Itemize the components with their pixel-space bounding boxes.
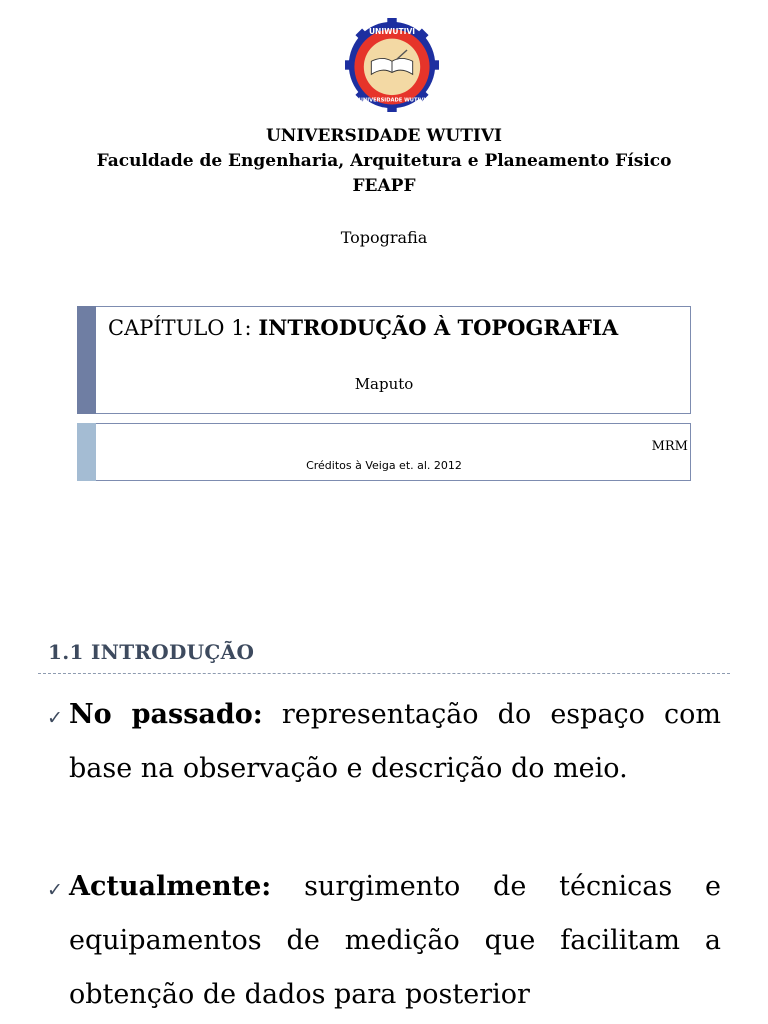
chapter-heading bbox=[108, 315, 618, 340]
chapter-box-accent bbox=[77, 306, 96, 414]
chapter-box bbox=[77, 306, 691, 414]
chapter-title: INTRODUÇÃO À TOPOGRAFIA bbox=[258, 315, 619, 340]
faculty-name: Faculdade de Engenharia, Arquitetura e Planeamento Físico bbox=[96, 151, 672, 171]
section-title: 1.1 INTRODUÇÃO bbox=[48, 640, 255, 664]
credits-box-accent bbox=[77, 423, 96, 481]
author-initials: MRM bbox=[651, 439, 688, 454]
check-icon: ✓ bbox=[47, 879, 63, 901]
course-name: Topografia bbox=[340, 228, 428, 247]
credits-box bbox=[77, 423, 691, 481]
chapter-prefix: CAPÍTULO 1: bbox=[108, 316, 259, 340]
faculty-abbrev: FEAPF bbox=[352, 176, 416, 196]
city: Maputo bbox=[354, 375, 414, 393]
bullet-lead: No passado: bbox=[69, 699, 263, 730]
bullet-text: surgimento de técnicas e equipamentos de medição que facilitam a obtenção de dados para posterior bbox=[69, 871, 721, 1010]
seal-top-text: UNIWUTIVI bbox=[368, 26, 416, 36]
bullet-text: representação do espaço com base na observação e descrição do meio. bbox=[69, 699, 722, 784]
seal-bottom-text: UNIVERSIDADE WUTIVI bbox=[358, 97, 426, 104]
bullet-item-present bbox=[69, 860, 721, 1022]
credits-text: Créditos à Veiga et. al. 2012 bbox=[306, 459, 462, 472]
section-divider bbox=[38, 673, 730, 674]
bullet-item-past bbox=[69, 688, 721, 796]
university-name: UNIVERSIDADE WUTIVI bbox=[265, 126, 503, 146]
university-logo bbox=[345, 18, 439, 112]
check-icon: ✓ bbox=[47, 707, 63, 729]
bullet-lead: Actualmente: bbox=[69, 871, 272, 902]
